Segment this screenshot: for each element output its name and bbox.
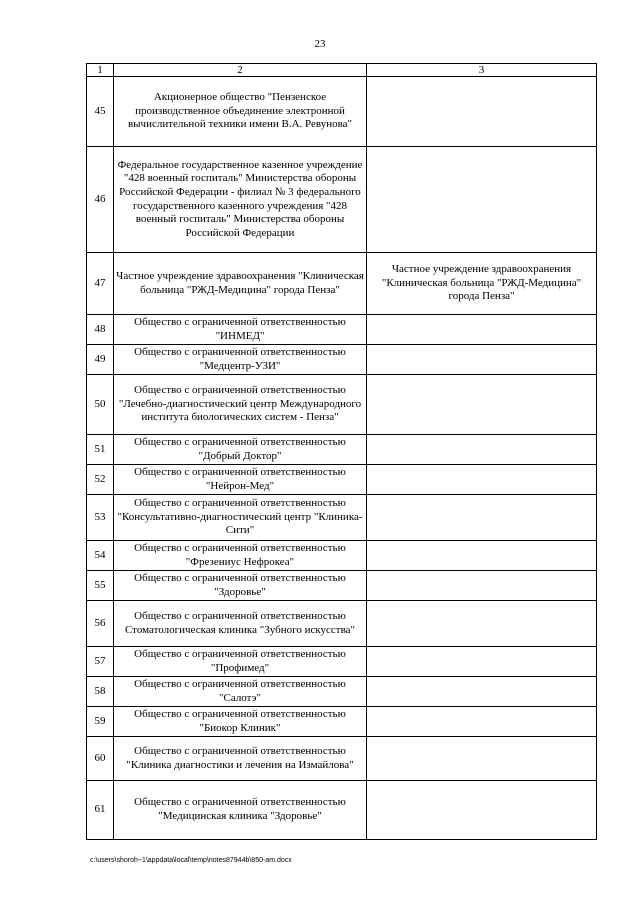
table-row	[87, 77, 597, 147]
row-number: 57	[87, 647, 114, 677]
row-number: 51	[87, 435, 114, 465]
column-3-cell	[367, 465, 597, 495]
table-row	[87, 677, 597, 707]
document-file-path: c:\users\shoroh~1\appdata\local\temp\notes87944b\850-am.docx	[90, 857, 292, 864]
column-3-cell	[367, 781, 597, 840]
organization-name: Общество с ограниченной ответственностью "Здоровье"	[114, 571, 367, 601]
column-3-cell	[367, 375, 597, 435]
table-row	[87, 647, 597, 677]
column-3-cell	[367, 571, 597, 601]
column-3-cell	[367, 707, 597, 737]
organization-name: Общество с ограниченной ответственностью "ИНМЕД"	[114, 315, 367, 345]
column-3-cell	[367, 315, 597, 345]
table-row	[87, 737, 597, 781]
table-row	[87, 707, 597, 737]
row-number: 45	[87, 77, 114, 147]
row-number: 56	[87, 601, 114, 647]
table-row	[87, 253, 597, 315]
table-row	[87, 435, 597, 465]
organization-name: Частное учреждение здравоохранения "Клиническая больница "РЖД-Медицина" города Пенза"	[114, 253, 367, 315]
organization-name: Общество с ограниченной ответственностью "Фрезениус Нефрокеа"	[114, 541, 367, 571]
row-number: 60	[87, 737, 114, 781]
table-row	[87, 375, 597, 435]
organization-name: Общество с ограниченной ответственностью Стоматологическая клиника "Зубного искусства"	[114, 601, 367, 647]
table-row	[87, 541, 597, 571]
column-3-cell	[367, 435, 597, 465]
organization-name: Общество с ограниченной ответственностью "Профимед"	[114, 647, 367, 677]
column-3-cell	[367, 77, 597, 147]
row-number: 55	[87, 571, 114, 601]
organization-name: Общество с ограниченной ответственностью "Лечебно-диагностический центр Международного института биологических систем - Пенза"	[114, 375, 367, 435]
organization-name: Общество с ограниченной ответственностью "Медицинская клиника "Здоровье"	[114, 781, 367, 840]
column-3-cell	[367, 147, 597, 253]
organization-name: Общество с ограниченной ответственностью "Салотэ"	[114, 677, 367, 707]
table-header-row	[87, 64, 597, 77]
organization-name: Общество с ограниченной ответственностью "Биокор Клиник"	[114, 707, 367, 737]
header-col-1: 1	[87, 64, 114, 77]
organization-name: Акционерное общество "Пензенское производственное объединение электронной вычислительной техники имени В.А. Ревунова"	[114, 77, 367, 147]
table-row	[87, 147, 597, 253]
row-number: 49	[87, 345, 114, 375]
column-3-cell	[367, 737, 597, 781]
row-number: 47	[87, 253, 114, 315]
header-col-3: 3	[367, 64, 597, 77]
column-3-cell: Частное учреждение здравоохранения "Клиническая больница "РЖД-Медицина" города Пенза"	[367, 253, 597, 315]
table-row	[87, 465, 597, 495]
row-number: 59	[87, 707, 114, 737]
header-col-2: 2	[114, 64, 367, 77]
organization-name: Общество с ограниченной ответственностью "Консультативно-диагностический центр "Клиника-Сити"	[114, 495, 367, 541]
page-number: 23	[314, 38, 326, 50]
organization-name: Общество с ограниченной ответственностью "Добрый Доктор"	[114, 435, 367, 465]
organizations-table	[86, 63, 597, 840]
organization-name: Общество с ограниченной ответственностью "Нейрон-Мед"	[114, 465, 367, 495]
organization-name: Общество с ограниченной ответственностью "Медцентр-УЗИ"	[114, 345, 367, 375]
organization-name: Общество с ограниченной ответственностью "Клиника диагностики и лечения на Измайлова"	[114, 737, 367, 781]
row-number: 61	[87, 781, 114, 840]
row-number: 58	[87, 677, 114, 707]
table-row	[87, 571, 597, 601]
row-number: 54	[87, 541, 114, 571]
row-number: 52	[87, 465, 114, 495]
table-row	[87, 781, 597, 840]
column-3-cell	[367, 345, 597, 375]
row-number: 46	[87, 147, 114, 253]
column-3-cell	[367, 601, 597, 647]
column-3-cell	[367, 677, 597, 707]
table-row	[87, 315, 597, 345]
row-number: 48	[87, 315, 114, 345]
column-3-cell	[367, 495, 597, 541]
column-3-cell	[367, 647, 597, 677]
organization-name: Федеральное государственное казенное учреждение "428 военный госпиталь" Министерства обороны Российской Федерации - филиал № 3 федерального государственного казенного учреждения "428 военный госпиталь" Министерства обороны Российской Федерации	[114, 147, 367, 253]
table-row	[87, 601, 597, 647]
row-number: 50	[87, 375, 114, 435]
column-3-cell	[367, 541, 597, 571]
table-row	[87, 495, 597, 541]
row-number: 53	[87, 495, 114, 541]
table-row	[87, 345, 597, 375]
